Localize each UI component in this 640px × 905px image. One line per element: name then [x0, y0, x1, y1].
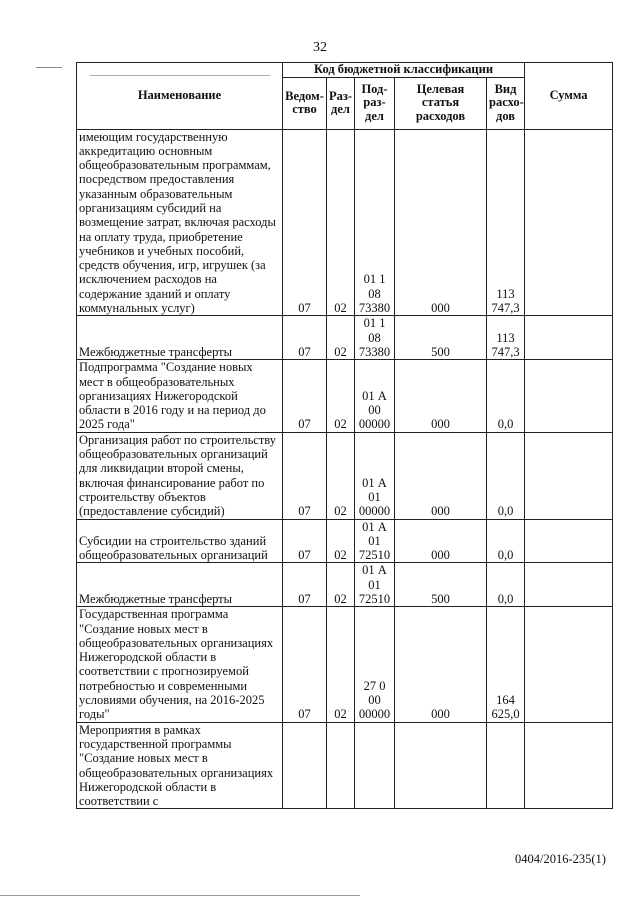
row-razdel: 02: [327, 607, 355, 722]
row-vedomstvo: 07: [283, 432, 327, 519]
row-vid-raskhodov: [487, 722, 525, 809]
row-sum: [525, 432, 613, 519]
header-budget-code: Код бюджетной классификации: [283, 63, 525, 78]
row-celevaya-statya: 500: [395, 563, 487, 607]
row-vedomstvo: 07: [283, 607, 327, 722]
table-row: [77, 432, 613, 519]
row-razdel: 02: [327, 129, 355, 316]
header-name: Наименование: [77, 63, 283, 130]
row-sum: [525, 360, 613, 432]
header-sum: Сумма: [525, 63, 613, 130]
row-razdel: 02: [327, 519, 355, 563]
row-celevaya-statya: 000: [395, 432, 487, 519]
row-podrazdel: 01 А 01 72510: [355, 519, 395, 563]
table-row: [77, 360, 613, 432]
row-celevaya-statya: [395, 722, 487, 809]
header-vedomstvo: Ведом-ство: [283, 77, 327, 129]
row-razdel: 02: [327, 360, 355, 432]
row-name: Государственная программа "Создание новых мест в общеобразовательных организациях Нижегородской области в соответствии с прогнозируемой потребностью и современными условиями обучения, на 2016-2025 годы": [77, 607, 283, 722]
row-podrazdel: 01 А 01 00000: [355, 432, 395, 519]
table-row: [77, 316, 613, 360]
table-row: [77, 519, 613, 563]
row-podrazdel: 01 А 01 72510: [355, 563, 395, 607]
row-vid-raskhodov: 164 625,0: [487, 607, 525, 722]
table-row: [77, 563, 613, 607]
row-vid-raskhodov: 0,0: [487, 519, 525, 563]
row-vid-raskhodov: 0,0: [487, 432, 525, 519]
row-razdel: 02: [327, 563, 355, 607]
row-vid-raskhodov: 113 747,3: [487, 316, 525, 360]
row-sum: [525, 722, 613, 809]
row-vedomstvo: 07: [283, 563, 327, 607]
row-sum: [525, 519, 613, 563]
row-name: Межбюджетные трансферты: [77, 563, 283, 607]
row-sum: [525, 563, 613, 607]
row-name: Межбюджетные трансферты: [77, 316, 283, 360]
scan-mark-bottom: [0, 895, 360, 896]
row-name: Организация работ по строительству общеобразовательных организаций для ликвидации второй смены, включая финансирование работ по строительству объектов (предоставление субсидий): [77, 432, 283, 519]
row-celevaya-statya: 500: [395, 316, 487, 360]
row-sum: [525, 129, 613, 316]
row-podrazdel: 01 1 08 73380: [355, 129, 395, 316]
row-celevaya-statya: 000: [395, 129, 487, 316]
row-celevaya-statya: 000: [395, 360, 487, 432]
row-vid-raskhodov: 0,0: [487, 360, 525, 432]
row-name: Подпрограмма "Создание новых мест в общеобразовательных организациях Нижегородской области в 2016 году и на период до 2025 года": [77, 360, 283, 432]
header-razdel: Раз-дел: [327, 77, 355, 129]
row-name: Субсидии на строительство зданий общеобразовательных организаций: [77, 519, 283, 563]
budget-table: [76, 62, 613, 809]
row-podrazdel: [355, 722, 395, 809]
row-vid-raskhodov: 0,0: [487, 563, 525, 607]
header-vid-raskhodov: Вид расхо-дов: [487, 77, 525, 129]
row-vedomstvo: 07: [283, 519, 327, 563]
row-vedomstvo: [283, 722, 327, 809]
row-celevaya-statya: 000: [395, 607, 487, 722]
row-podrazdel: 27 0 00 00000: [355, 607, 395, 722]
row-vedomstvo: 07: [283, 316, 327, 360]
row-vid-raskhodov: 113 747,3: [487, 129, 525, 316]
row-sum: [525, 607, 613, 722]
header-celevaya-statya: Целевая статья расходов: [395, 77, 487, 129]
header-podrazdel: Под-раз-дел: [355, 77, 395, 129]
document-code: 0404/2016-235(1): [515, 852, 606, 866]
row-celevaya-statya: 000: [395, 519, 487, 563]
row-name: имеющим государственную аккредитацию основным общеобразовательным программам, посредством предоставления указанным образовательным организациям субсидий на возмещение затрат, включая расходы на оплату труда, приобретение учебников и учебных пособий, средств обучения, игр, игрушек (за исключением расходов на содержание зданий и оплату коммунальных услуг): [77, 129, 283, 316]
row-podrazdel: 01 А 00 00000: [355, 360, 395, 432]
table-row: [77, 722, 613, 809]
row-name: Мероприятия в рамках государственной программы "Создание новых мест в общеобразовательных организациях Нижегородской области в соответствии с: [77, 722, 283, 809]
row-podrazdel: 01 1 08 73380: [355, 316, 395, 360]
row-sum: [525, 316, 613, 360]
table-row: [77, 607, 613, 722]
row-vedomstvo: 07: [283, 360, 327, 432]
scan-mark-left: [36, 67, 62, 68]
table-row: [77, 129, 613, 316]
row-razdel: 02: [327, 432, 355, 519]
row-vedomstvo: 07: [283, 129, 327, 316]
row-razdel: [327, 722, 355, 809]
row-razdel: 02: [327, 316, 355, 360]
page-number: 32: [313, 40, 327, 55]
